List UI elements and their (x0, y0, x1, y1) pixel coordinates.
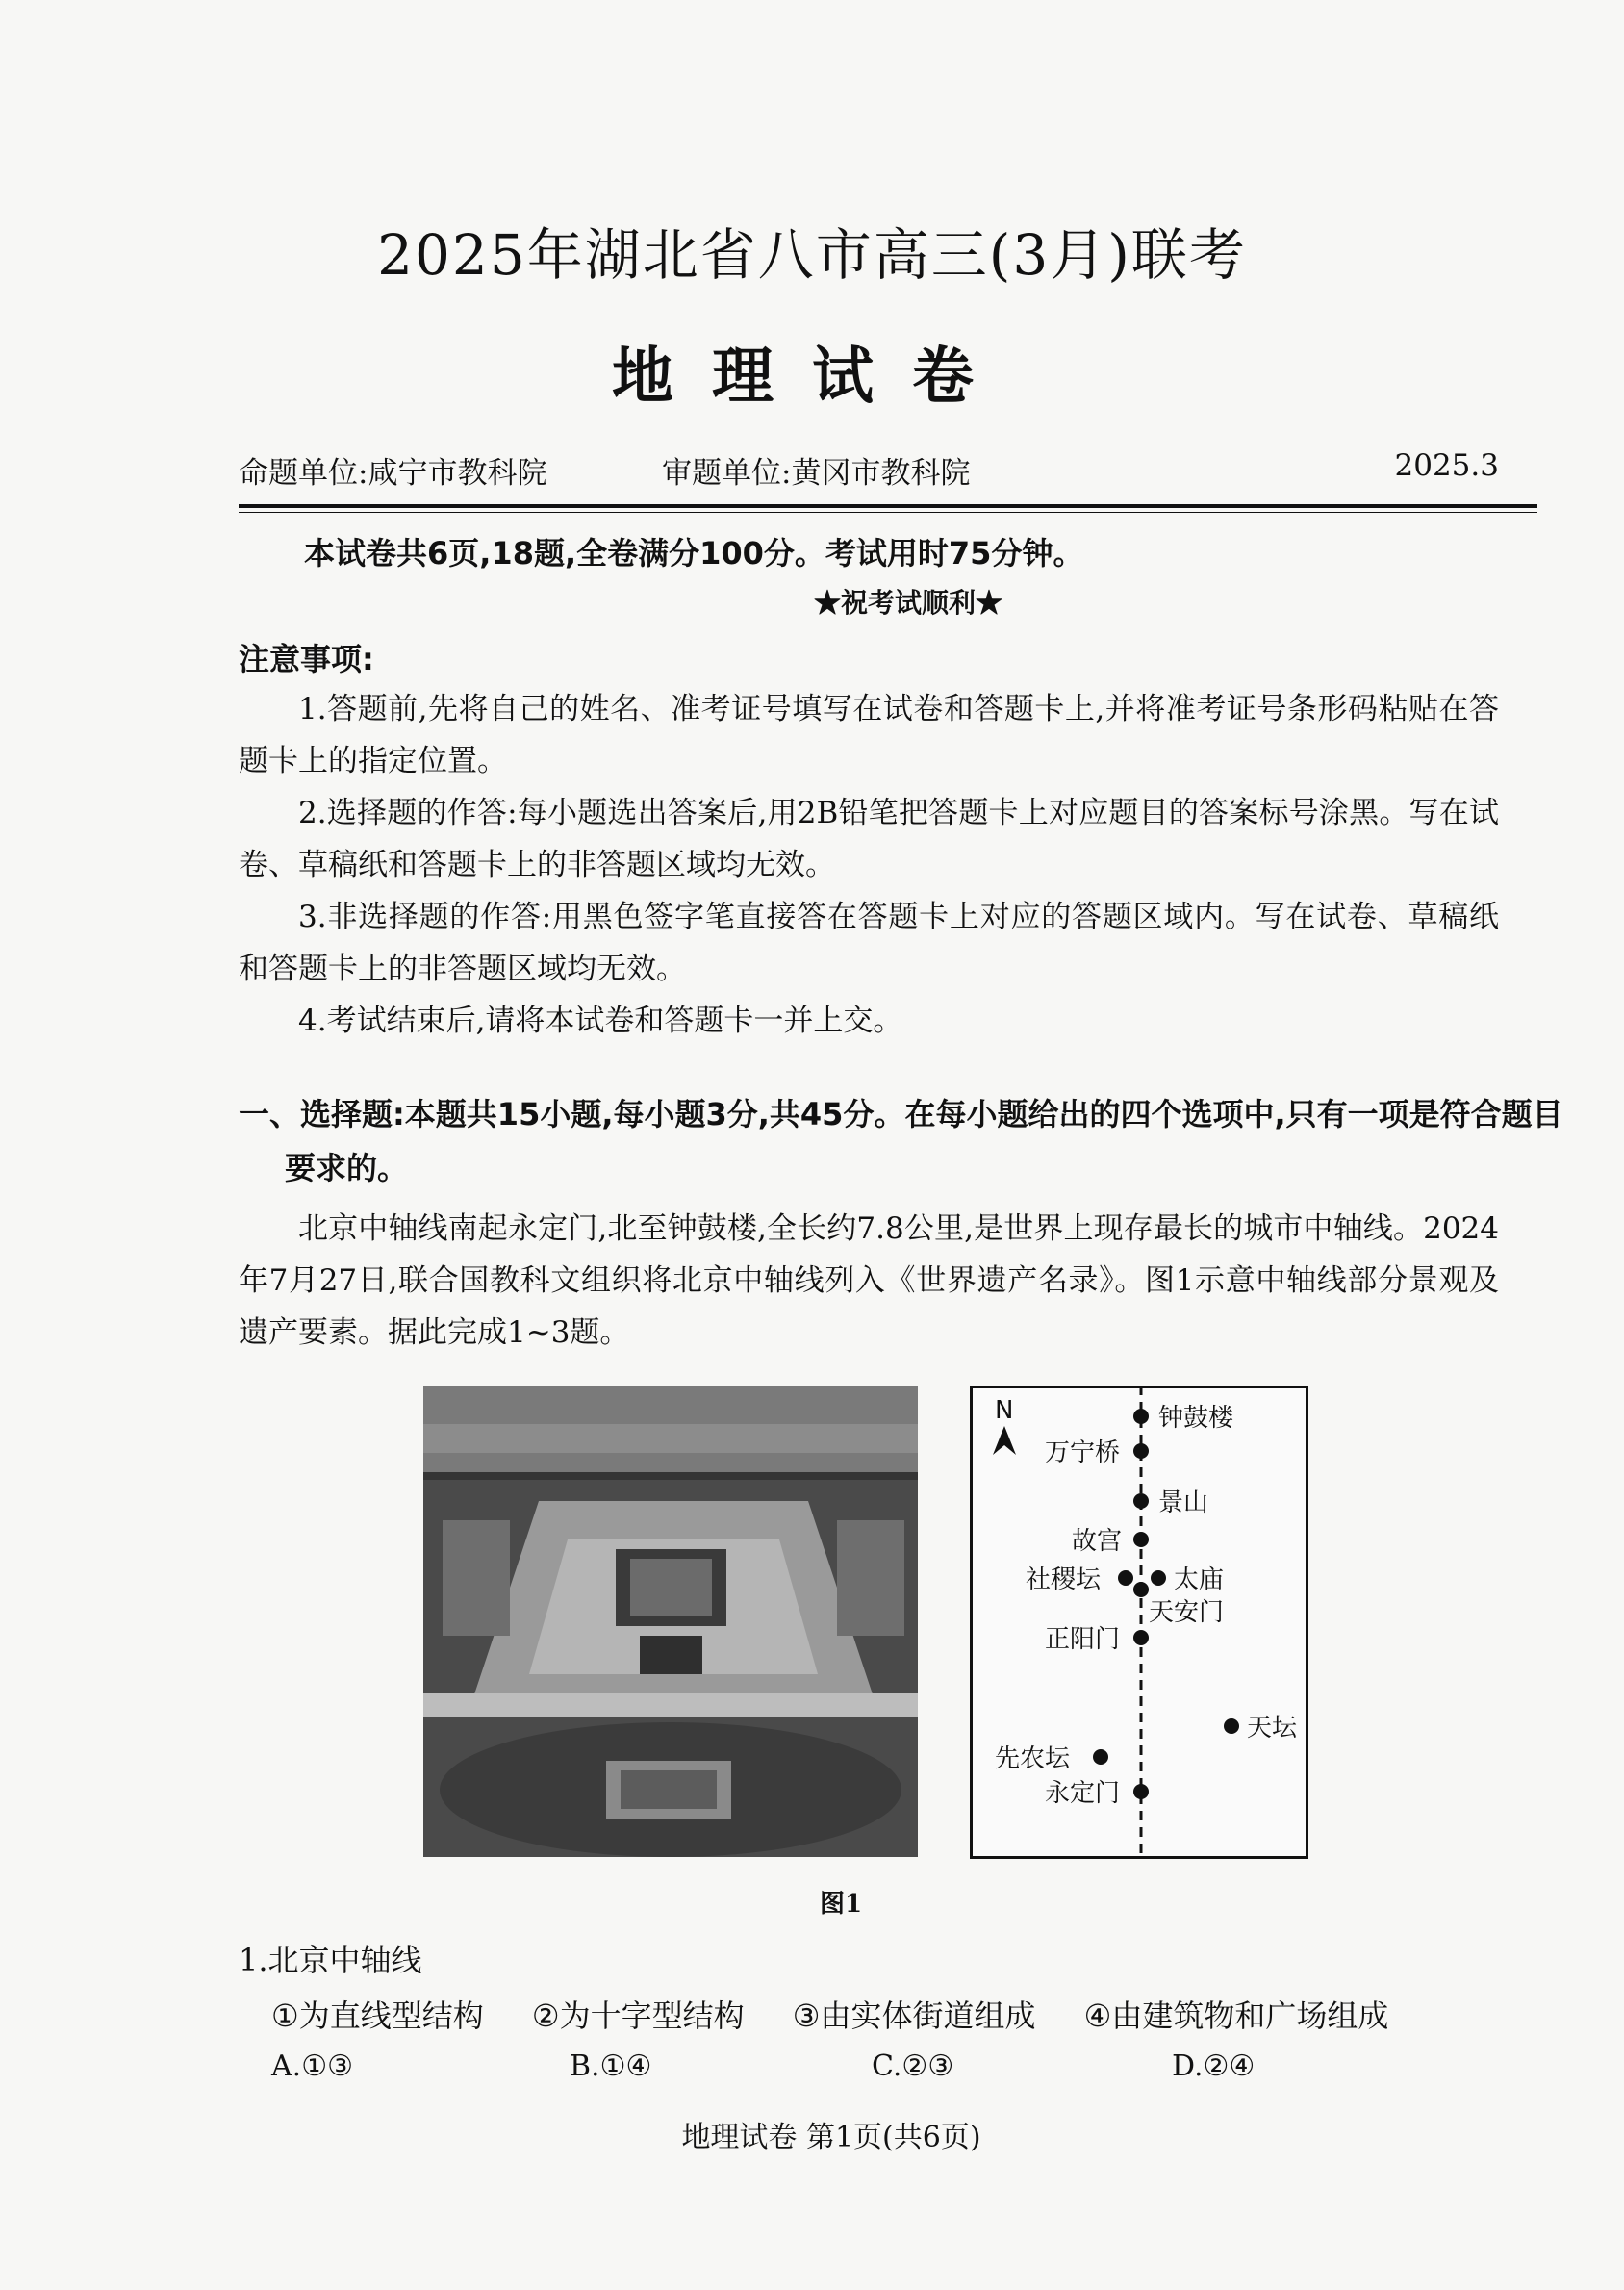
statement-item: ②为十字型结构 (531, 1997, 745, 2034)
map-point (1118, 1570, 1133, 1586)
question-1-stem: 1.北京中轴线 (239, 1942, 422, 1978)
map-point (1133, 1784, 1149, 1799)
question-1-statements (271, 1992, 1427, 2036)
label-xiannongtan: 先农坛 (995, 1744, 1071, 1773)
exam-date: 2025.3 (1394, 448, 1499, 483)
map-point (1133, 1443, 1149, 1459)
label-jingshan: 景山 (1158, 1488, 1209, 1517)
note-item: 2.选择题的作答:每小题选出答案后,用2B铅笔把答题卡上对应题目的答案标号涂黑。写在试卷、草稿纸和答题卡上的非答题区域均无效。 (239, 796, 1499, 882)
figure-caption: 图1 (819, 1890, 863, 1919)
map-point (1224, 1718, 1239, 1734)
map-point (1133, 1409, 1149, 1424)
label-wanningqiao: 万宁桥 (1045, 1438, 1121, 1467)
map-point (1133, 1582, 1149, 1597)
central-axis-map (970, 1386, 1308, 1859)
section-heading: 一、选择题:本题共15小题,每小题3分,共45分。在每小题给出的四个选项中,只有一项是符合题目要求的。 (239, 1096, 1563, 1186)
label-tiantan: 天坛 (1247, 1714, 1298, 1743)
north-label: N (995, 1396, 1014, 1425)
label-tiananmen: 天安门 (1149, 1598, 1225, 1627)
map-point (1151, 1570, 1166, 1586)
label-zhengyangmen: 正阳门 (1045, 1625, 1121, 1654)
map-point (1093, 1749, 1108, 1765)
choice-d: D.②④ (1172, 2049, 1256, 2083)
review-unit: 审题单位:黄冈市教科院 (662, 456, 971, 491)
header-rule-thick (239, 504, 1537, 508)
meta-row (239, 448, 1499, 492)
notes-title: 注意事项: (239, 641, 374, 677)
good-luck-banner: ★祝考试顺利★ (813, 587, 1002, 619)
note-item: 3.非选择题的作答:用黑色签字笔直接答在答题卡上对应的答题区域内。写在试卷、草稿纸和答题卡上的非答题区域均无效。 (239, 900, 1499, 986)
note-item: 4.考试结束后,请将本试卷和答题卡一并上交。 (298, 1004, 903, 1038)
question-intro: 北京中轴线南起永定门,北至钟鼓楼,全长约7.8公里,是世界上现存最长的城市中轴线。2024年7月27日,联合国教科文组织将北京中轴线列入《世界遗产名录》。图1示意中轴线部分景观及遗产要素。据此完成1~3题。 (239, 1211, 1499, 1350)
statement-item: ①为直线型结构 (271, 1997, 484, 2034)
exam-main-title: 2025年湖北省八市高三(3月)联考 (377, 222, 1247, 288)
exam-info: 本试卷共6页,18题,全卷满分100分。考试用时75分钟。 (304, 535, 1084, 572)
map-point (1133, 1493, 1149, 1509)
page-footer: 地理试卷 第1页(共6页) (681, 2121, 981, 2154)
header-rule-thin (239, 512, 1537, 513)
label-gugong: 故宫 (1072, 1527, 1123, 1556)
choice-c: C.②③ (872, 2049, 954, 2083)
label-shejitan: 社稷坛 (1026, 1565, 1102, 1594)
note-item: 1.答题前,先将自己的姓名、准考证号填写在试卷和答题卡上,并将准考证号条形码粘贴在答题卡上的指定位置。 (239, 692, 1499, 778)
choice-a: A.①③ (271, 2049, 353, 2083)
statement-item: ④由建筑物和广场组成 (1083, 1997, 1389, 2034)
label-taimiao: 太庙 (1174, 1565, 1225, 1594)
author-unit: 命题单位:咸宁市教科院 (239, 456, 547, 491)
label-yongdingmen: 永定门 (1045, 1779, 1121, 1808)
choice-b: B.①④ (570, 2049, 652, 2083)
map-point (1133, 1532, 1149, 1547)
statement-item: ③由实体街道组成 (792, 1997, 1036, 2034)
label-zhonggulou: 钟鼓楼 (1158, 1404, 1234, 1433)
exam-subject-title: 地理试卷 (612, 342, 1012, 413)
aerial-photo (423, 1386, 918, 1857)
map-point (1133, 1630, 1149, 1645)
